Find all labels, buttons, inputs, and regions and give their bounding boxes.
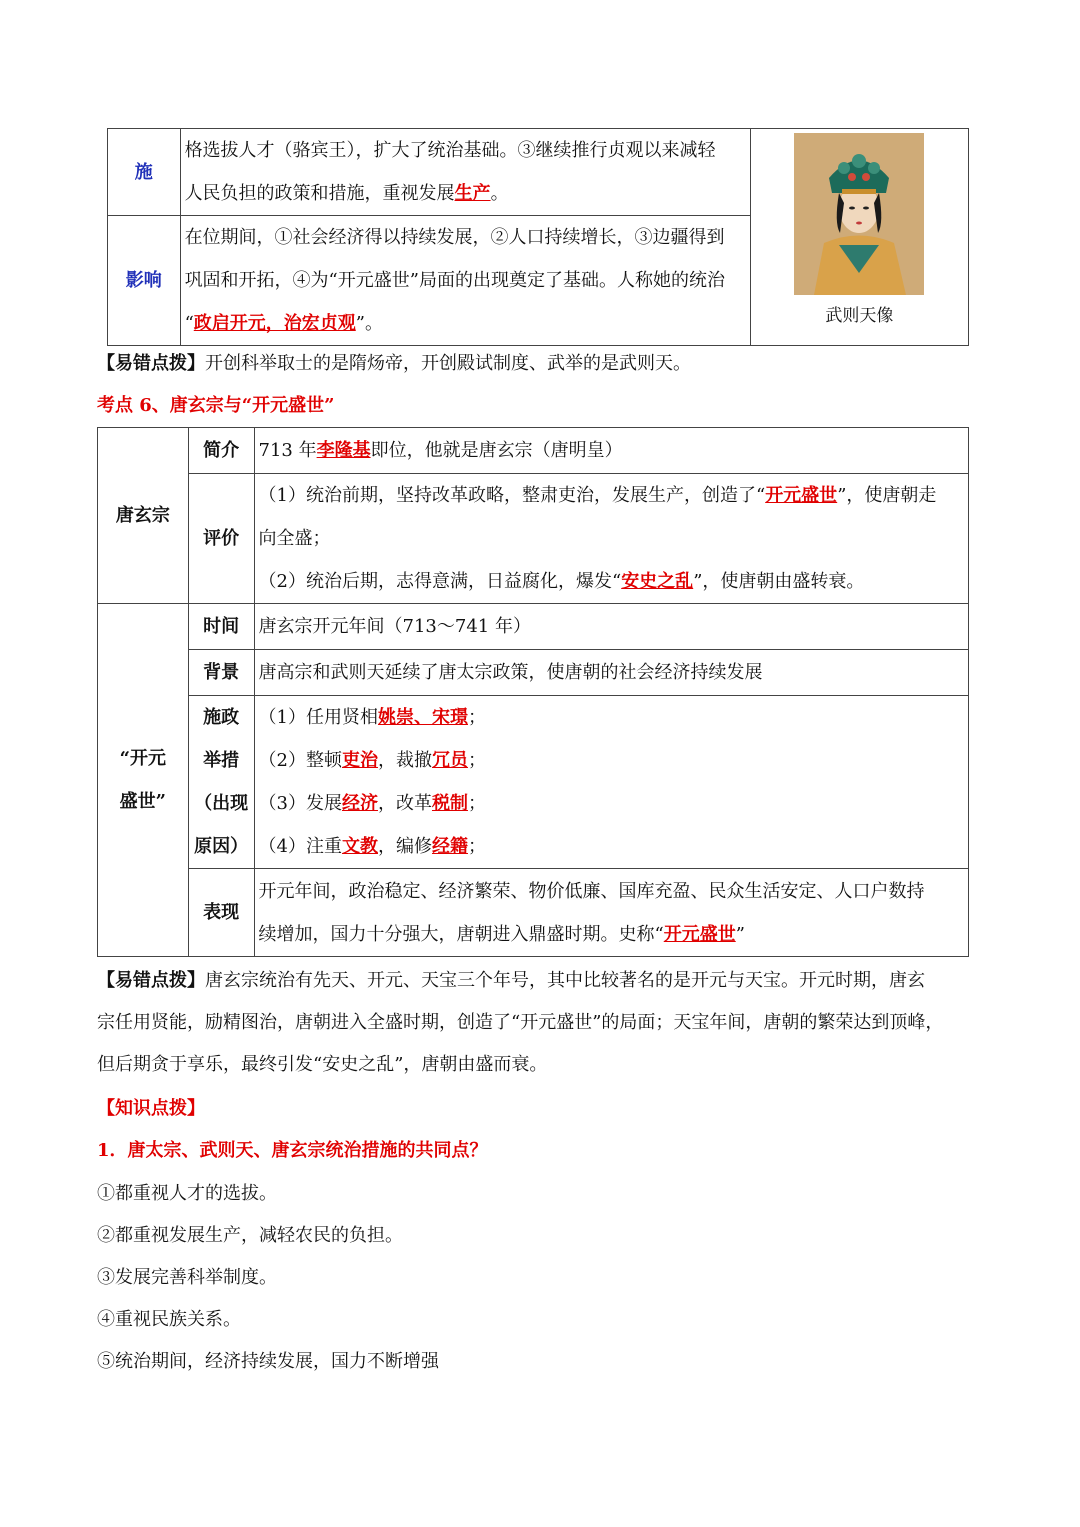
performance-line-2: 续增加，国力十分强大，唐朝进入鼎盛时期。史称“开元盛世”: [258, 923, 745, 945]
tip-1: 【易错点拨】开创科举取士的是隋炀帝，开创殿试制度、武举的是武则天。: [97, 353, 691, 374]
eval-cell: [254, 474, 968, 604]
point-4: ④重视民族关系。: [97, 1309, 241, 1330]
time-cell: 唐玄宗开元年间（713～741 年）: [254, 604, 968, 650]
xuanzong-table: [97, 427, 969, 957]
keyword: 姚崇、宋璟: [377, 707, 468, 728]
wu-zetian-table: [107, 128, 969, 346]
measure-1: （1）任用贤相姚崇、宋璟；: [258, 707, 486, 728]
point-2: ②都重视发展生产，减轻农民的负担。: [97, 1225, 403, 1246]
performance-line-1: 开元年间，政治稳定、经济繁荣、物价低廉、国库充盈、民众生活安定、人口户数持: [258, 880, 925, 902]
section-title: 考点 6、唐玄宗与“开元盛世”: [97, 395, 335, 416]
keyword: 经济: [341, 793, 378, 814]
measures-cell: [180, 129, 750, 216]
group-label-kaiyuan: “开元 盛世”: [98, 604, 189, 957]
impact-line-1: 在位期间，①社会经济得以持续发展，②人口持续增长，③边疆得到: [184, 227, 725, 248]
keyword: 开元盛世: [765, 485, 838, 506]
portrait-illustration: [794, 133, 924, 295]
measures-line-1: 格选拔人才（骆宾王），扩大了统治基础。③继续推行贞观以来减轻: [184, 140, 716, 161]
portrait-cell: [750, 129, 968, 346]
impact-line-2: 巩固和开拓，④为“开元盛世”局面的出现奠定了基础。人称她的统治: [184, 270, 725, 291]
tip-2-line-3: 但后期贪于享乐，最终引发“安史之乱”，唐朝由盛而衰。: [97, 1054, 548, 1075]
row-label-intro: 简介: [188, 428, 254, 474]
impact-cell: [180, 216, 750, 346]
knowledge-label: 【知识点拨】: [97, 1098, 205, 1119]
measure-2: （2）整顿吏治，裁撤冗员；: [258, 750, 486, 771]
keyword: 文教: [341, 836, 378, 857]
row-label-eval: 评价: [188, 474, 254, 604]
keyword: 吏治: [341, 750, 378, 771]
measures-cell: [254, 696, 968, 869]
row-label-background: 背景: [188, 650, 254, 696]
keyword: 李隆基: [316, 440, 371, 461]
row-label-measures: 施: [108, 129, 181, 216]
row-label-measures: 施政 举措 （出现 原因）: [188, 696, 254, 869]
performance-cell: [254, 869, 968, 957]
eval-line-3: （2）统治后期，志得意满，日益腐化，爆发“安史之乱”，使唐朝由盛转衰。: [258, 571, 865, 592]
wu-zetian-portrait-image: [794, 133, 924, 295]
keyword: 冗员: [431, 750, 468, 771]
row-label-time: 时间: [188, 604, 254, 650]
keyword: 开元盛世: [663, 923, 736, 945]
measures-line-2: 人民负担的政策和措施，重视发展生产。: [184, 183, 509, 204]
keyword: 生产: [454, 183, 491, 204]
keyword: 经籍: [431, 836, 468, 857]
measure-4: （4）注重文教，编修经籍；: [258, 836, 486, 857]
portrait-caption: 武则天像: [825, 306, 894, 326]
keyword: 税制: [431, 793, 468, 814]
question-1-title: 1．唐太宗、武则天、唐玄宗统治措施的共同点？: [97, 1140, 488, 1161]
row-label-performance: 表现: [188, 869, 254, 957]
group-label-xuanzong: 唐玄宗: [98, 428, 189, 604]
row-label-impact: 影响: [108, 216, 181, 346]
keyword: 政启开元，治宏贞观: [193, 313, 356, 334]
measure-3: （3）发展经济，改革税制；: [258, 793, 486, 814]
point-1: ①都重视人才的选拔。: [97, 1183, 277, 1204]
intro-cell: 713 年李隆基即位，他就是唐玄宗（唐明皇）: [254, 428, 968, 474]
keyword: 安史之乱: [621, 571, 694, 592]
eval-line-1: （1）统治前期，坚持改革政略，整肃吏治，发展生产，创造了“开元盛世”，使唐朝走: [258, 485, 937, 506]
tip-2-line-1: 【易错点拨】唐玄宗统治有先天、开元、天宝三个年号，其中比较著名的是开元与天宝。开元时期，唐玄: [97, 970, 925, 991]
impact-line-3: “政启开元，治宏贞观”。: [184, 313, 383, 334]
tip-2-line-2: 宗任用贤能，励精图治，唐朝进入全盛时期，创造了“开元盛世”的局面；天宝年间，唐朝的繁荣达到顶峰，: [97, 1012, 944, 1033]
point-5: ⑤统治期间，经济持续发展，国力不断增强: [97, 1351, 439, 1372]
eval-line-2: 向全盛；: [258, 528, 331, 549]
point-3: ③发展完善科举制度。: [97, 1267, 277, 1288]
background-cell: 唐高宗和武则天延续了唐太宗政策，使唐朝的社会经济持续发展: [254, 650, 968, 696]
